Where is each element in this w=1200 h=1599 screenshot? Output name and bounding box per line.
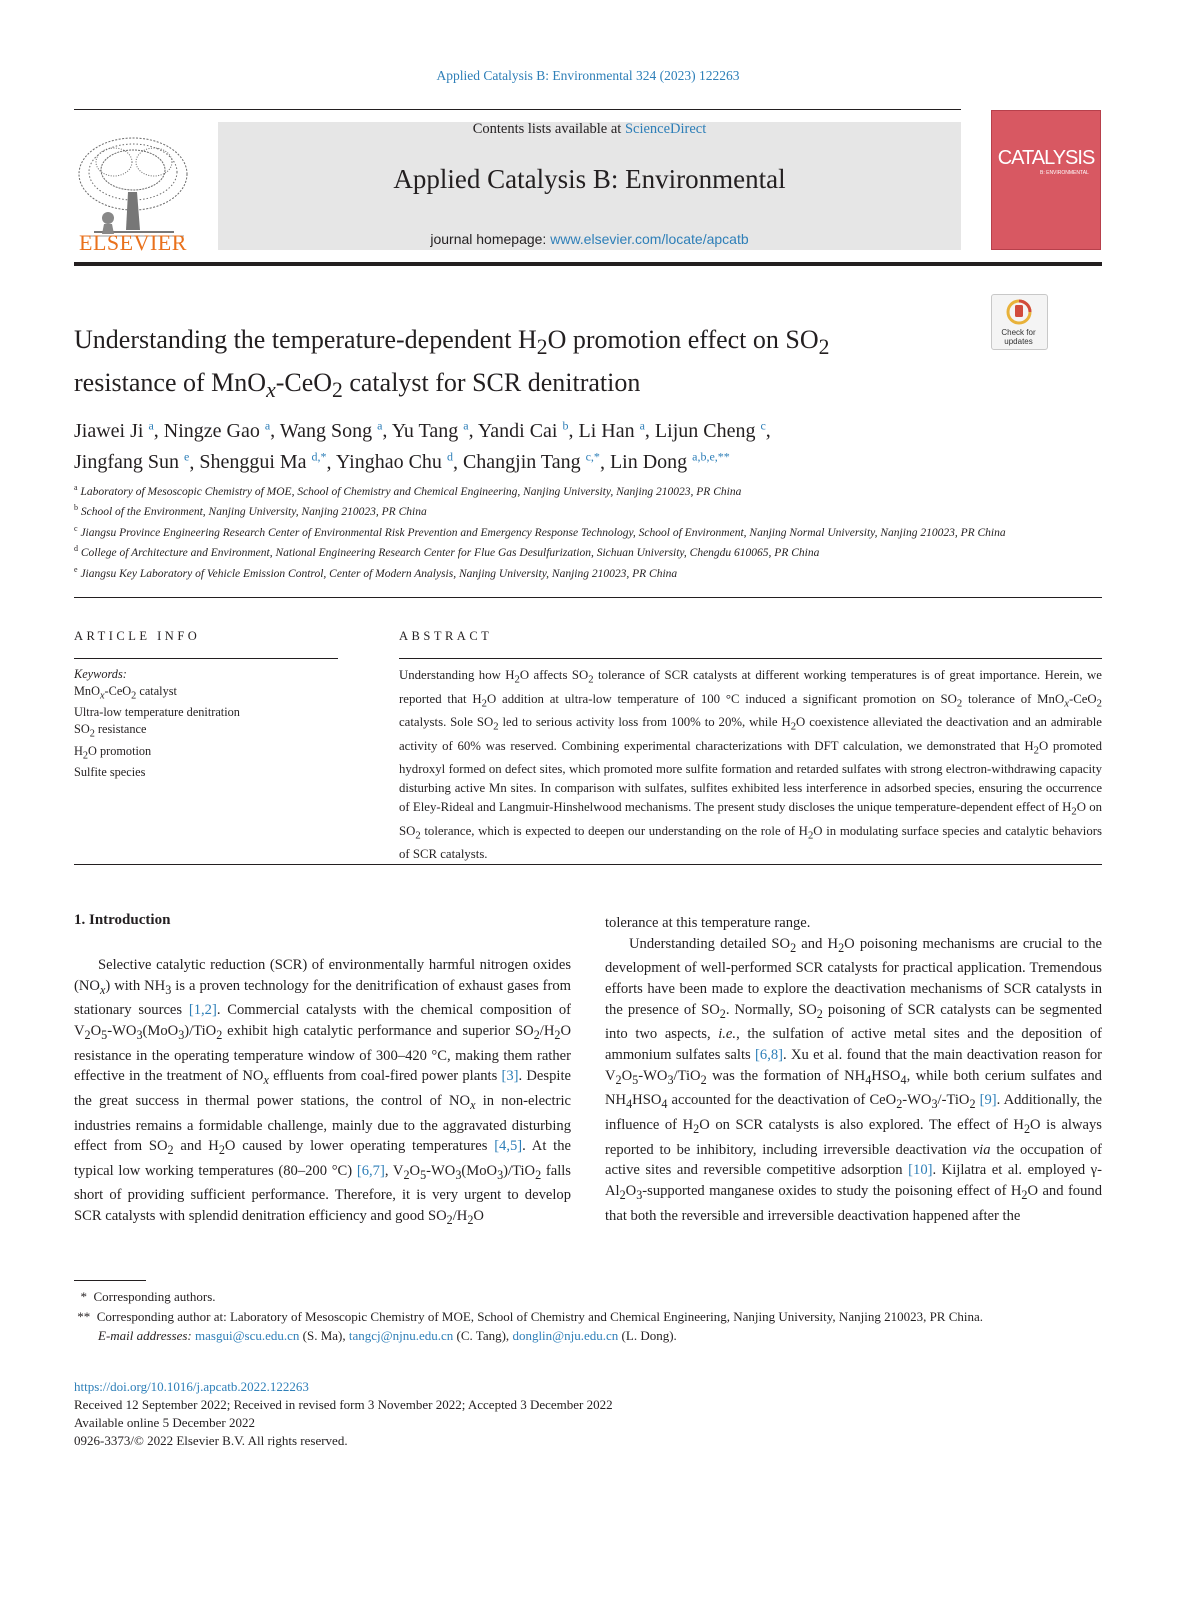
email-owner: (C. Tang),	[453, 1328, 513, 1343]
intro-text: /-TiO	[937, 1092, 970, 1109]
affiliation-key: d	[74, 544, 78, 554]
author-affiliation-marker[interactable]: d	[446, 449, 453, 464]
intro-text: and H	[173, 1138, 219, 1155]
intro-subscript: 4	[900, 1072, 907, 1087]
homepage-prefix: journal homepage:	[430, 231, 551, 247]
intro-text: -supported manganese oxides to study the poisoning effect of H	[642, 1182, 1022, 1199]
intro-text: is a proven technology for the denitrification of exhaust gases from stationary sources	[74, 977, 571, 1019]
citation-link[interactable]: [4,5]	[494, 1138, 523, 1155]
keyword-subscript: 2	[131, 690, 137, 702]
keyword-text: Ultra-low temperature denitration	[74, 705, 240, 720]
keyword-text: SO	[74, 722, 90, 737]
author-name[interactable]: Yinghao Chu	[335, 451, 442, 474]
abstract-text: O promoted hydroxyl formed on defect sites, which promoted more sulfite formation and retarded sulfates with strong electron-withdrawing capacity disturbing active Mn sites. In comparison with sulfates, sulfites exhibited less interference in adsorbed species, ensuring the occurrence of Eley-Rideal and Langmuir-Hinshelwood mechanisms. The present study discloses the unique temperature-dependent effect of H	[399, 738, 1102, 815]
sciencedirect-link[interactable]: ScienceDirect	[624, 121, 707, 137]
intro-text: . Kijlatra et al. employed γ-Al	[605, 1162, 1102, 1199]
abstract-subscript: 2	[588, 674, 594, 686]
intro-text: O caused by lower operating temperatures	[224, 1138, 495, 1155]
author-name[interactable]: Shenggui Ma	[199, 451, 307, 474]
article-info-heading: ARTICLE INFO	[74, 629, 201, 643]
intro-subscript: 4	[626, 1097, 633, 1112]
intro-text: effluents from coal-fired power plants	[268, 1068, 502, 1085]
keywords-list	[74, 683, 338, 781]
abstract-bottom-rule	[74, 864, 1102, 865]
intro-subscript: 2	[1021, 1187, 1028, 1202]
intro-subscript: 3	[636, 1187, 643, 1202]
intro-text: , while both cerium sulfates and NH	[605, 1067, 1102, 1109]
affiliation-item	[74, 480, 1104, 500]
intro-text: , V	[384, 1162, 404, 1179]
affiliation-text: Jiangsu Province Engineering Research Center of Environmental Risk Prevention and Emergency Response Technology, School of Environment, Nanjing Normal University, Nanjing 210023, PR China	[80, 526, 1006, 539]
author-name[interactable]: Yu Tang	[391, 419, 459, 442]
intro-text: -WO	[902, 1092, 932, 1109]
author[interactable]	[610, 451, 730, 473]
author[interactable]	[199, 451, 326, 473]
abstract-subscript: 2	[481, 698, 487, 710]
copyright-line: 0926-3373/© 2022 Elsevier B.V. All rights reserved.	[74, 1433, 348, 1448]
author[interactable]	[655, 420, 766, 442]
intro-italic: i.e.	[718, 1026, 737, 1043]
journal-homepage-link[interactable]: www.elsevier.com/locate/apcatb	[550, 231, 749, 247]
author-affiliation-marker[interactable]: b	[562, 418, 569, 432]
author-name[interactable]: Lin Dong	[609, 451, 688, 474]
author-name[interactable]: Ningze Gao	[163, 419, 260, 442]
intro-text: poisoning of SCR catalysts can be segmented into two aspects,	[605, 1001, 1102, 1043]
intro-subscript: 2	[446, 1213, 453, 1228]
email-link[interactable]: donglin@nju.edu.cn	[512, 1328, 619, 1343]
intro-text: -WO	[638, 1067, 668, 1084]
intro-subscript: 2	[615, 1072, 622, 1087]
intro-italic: via	[972, 1141, 991, 1158]
citation-link[interactable]: [9]	[979, 1092, 997, 1109]
intro-text: and H	[796, 935, 839, 952]
intro-text: (MoO	[142, 1023, 179, 1040]
intro-text: O	[473, 1208, 484, 1225]
intro-text: , the sulfation of active metal sites and the deposition of ammonium sulfates salts	[605, 1026, 1102, 1064]
intro-text: HSO	[871, 1067, 901, 1084]
email-owner: (L. Dong).	[618, 1328, 677, 1343]
abstract-text: led to serious activity loss from 100% to 20%, while H	[498, 715, 791, 730]
keyword-text: O promotion	[88, 743, 152, 758]
keyword-item	[74, 721, 338, 742]
author-affiliation-marker[interactable]: e	[184, 449, 190, 464]
abstract-text: -CeO	[1068, 691, 1097, 706]
intro-text: )/TiO	[503, 1162, 536, 1179]
journal-cover-image[interactable]	[991, 110, 1101, 250]
available-online: Available online 5 December 2022	[74, 1415, 255, 1430]
check-for-updates-label: Check for updates	[1001, 328, 1036, 346]
author-name[interactable]: Jiawei Ji	[74, 419, 144, 442]
intro-text: O	[409, 1162, 421, 1179]
journal-homepage-line	[218, 231, 961, 247]
keyword-text: catalyst	[136, 684, 177, 698]
author-list: Jiawei Ji $^a$, Ningze Gao $^a$, Wang Song $^a$, Yu Tang $^a$, Yandi Cai $^b$, Li Han $^a$, Lijun Cheng $^c$, Jingfang Sun $^e$, Shenggui Ma $^{d,*}$, Yinghao Chu $^d$, Changjin Tang $^{c,*}$, Lin Dong $^{a,b,e,**}$	[74, 418, 771, 474]
citation-link[interactable]: [1,2]	[188, 1002, 217, 1019]
keyword-item	[74, 764, 338, 781]
keyword-text: MnO	[74, 684, 100, 698]
author[interactable]	[74, 420, 154, 442]
check-updates-icon	[1005, 298, 1033, 326]
keyword-text: H	[74, 743, 83, 758]
intro-text: )/TiO	[184, 1023, 217, 1040]
publication-info	[74, 1378, 1104, 1450]
intro-text: ) with NH	[105, 977, 166, 994]
intro-text: in non-electric industries remains a formidable challenge, mainly due to the aggravated disturbing effect from SO	[74, 1092, 571, 1155]
keyword-subscript: 2	[82, 750, 89, 762]
affiliation-list	[74, 480, 1104, 582]
email-link[interactable]: tangcj@njnu.edu.cn	[348, 1328, 454, 1343]
author-affiliation-marker[interactable]: c,*	[585, 449, 600, 464]
author[interactable]	[478, 420, 569, 442]
intro-subscript: 3	[667, 1072, 674, 1087]
intro-subscript: x	[99, 982, 106, 997]
author-name[interactable]: Li Han	[578, 419, 635, 442]
abstract-text: O affects SO	[519, 668, 589, 682]
intro-text: /H	[539, 1023, 555, 1040]
intro-subscript: 3	[136, 1027, 143, 1042]
abstract-subscript: 2	[1071, 806, 1077, 818]
footnotes	[74, 1287, 1104, 1346]
keywords-label: Keywords:	[74, 667, 127, 681]
contents-prefix: Contents lists available at	[472, 121, 625, 137]
intro-subscript: 2	[218, 1143, 225, 1158]
email-label: E-mail addresses:	[98, 1328, 196, 1343]
intro-text: O on SCR catalysts is also explored. The effect of H	[699, 1116, 1024, 1133]
author[interactable]	[579, 420, 645, 442]
affiliation-item	[74, 562, 1104, 582]
intro-text: /H	[452, 1208, 468, 1225]
author[interactable]	[280, 420, 383, 442]
abstract-subscript: 2	[493, 721, 499, 733]
author-affiliation-marker[interactable]: c	[760, 418, 766, 432]
intro-subscript: 5	[632, 1072, 639, 1087]
intro-subscript: 2	[467, 1213, 474, 1228]
intro-text: -WO	[426, 1162, 456, 1179]
affiliation-key: b	[74, 503, 78, 513]
author[interactable]	[336, 451, 453, 473]
affiliations-rule	[74, 597, 1102, 598]
abstract-subscript: 2	[1033, 745, 1039, 757]
header-top-rule	[74, 109, 961, 110]
cover-journal-word: CATALYSIS	[997, 147, 1095, 169]
intro-subscript: 2	[969, 1097, 976, 1112]
citation-link[interactable]: [6,8]	[755, 1047, 783, 1064]
author-affiliation-marker[interactable]: a	[463, 418, 469, 432]
journal-title: Applied Catalysis B: Environmental	[393, 164, 786, 194]
intro-subscript: 2	[1023, 1121, 1031, 1136]
intro-subscript: 3	[455, 1167, 462, 1182]
abstract-rule	[399, 658, 1102, 659]
intro-subscript: 2	[403, 1167, 410, 1182]
author[interactable]	[164, 420, 270, 442]
footnote-rule	[74, 1280, 146, 1281]
citation-link[interactable]: [10]	[908, 1162, 933, 1179]
intro-text: exhibit high catalytic performance and superior SO	[222, 1023, 534, 1040]
article-info-rule	[74, 658, 338, 659]
abstract-text: Understanding how H	[399, 668, 515, 682]
abstract-text: tolerance of MnO	[962, 691, 1065, 706]
abstract-heading: ABSTRACT	[399, 629, 493, 643]
abstract-subscript: 2	[1096, 698, 1102, 710]
affiliation-item	[74, 521, 1104, 541]
abstract-subscript: 2	[790, 721, 797, 733]
keyword-text: -CeO	[104, 684, 132, 698]
received-dates: Received 12 September 2022; Received in revised form 3 November 2022; Accepted 3 December 2022	[74, 1397, 613, 1412]
intro-subscript: 5	[101, 1027, 108, 1042]
abstract-subscript: 2	[514, 674, 520, 686]
intro-text: . Despite the great success in thermal power stations, the control of NO	[74, 1068, 571, 1109]
intro-text: the occupation of active sites and reversible competitive adsorption	[605, 1141, 1102, 1179]
intro-subscript: 3	[178, 1027, 185, 1042]
journal-reference[interactable]: Applied Catalysis B: Environmental 324 (2023) 122263	[436, 68, 740, 83]
email-link[interactable]: masgui@scu.edu.cn	[195, 1328, 300, 1343]
keyword-item	[74, 743, 338, 764]
intro-subscript: 2	[719, 1006, 726, 1021]
intro-subscript: 2	[896, 1097, 903, 1112]
footnote-emails	[74, 1326, 1104, 1346]
affiliation-key: c	[74, 523, 78, 533]
keywords-block	[74, 666, 338, 781]
intro-text: O is always reported to be inhibitory, including irreversible deactivation	[605, 1116, 1102, 1158]
intro-text: O resistance in the operating temperature window of 300–420 °C, making them rather effective in the treatment of NO	[74, 1023, 571, 1085]
citation-link[interactable]: [3]	[501, 1068, 519, 1085]
footnote-corresponding-author: ** Corresponding author at: Laboratory of Mesoscopic Chemistry of MOE, School of Chemistry and Chemical Engineering, Nanjing University, Nanjing 210023, PR China.	[77, 1308, 984, 1324]
intro-text: . Additionally, the influence of H	[605, 1092, 1102, 1133]
intro-text: . Xu et al. found that the main deactivation reason for V	[605, 1047, 1102, 1084]
author-name[interactable]: Lijun Cheng	[654, 419, 756, 442]
intro-text: falls short of providing sufficient performance. Therefore, it is very urgent to develop SCR catalysts with splendid denitration efficiency and good SO	[74, 1162, 571, 1225]
affiliation-key: a	[74, 483, 78, 492]
abstract-subscript: 2	[807, 830, 814, 842]
intro-text: accounted for the deactivation of CeO	[667, 1092, 897, 1109]
author-name[interactable]: Jingfang Sun	[74, 451, 179, 474]
intro-subscript: 4	[865, 1072, 872, 1087]
author-affiliation-marker[interactable]: a	[639, 418, 645, 432]
intro-paragraph-2	[605, 934, 1102, 1227]
affiliation-text: College of Architecture and Environment, National Engineering Research Center for Flue Gas Desulfurization, Sichuan University, Chengdu 610065, PR China	[80, 547, 820, 560]
keyword-text: Sulfite species	[74, 765, 146, 780]
abstract-subscript: x	[1064, 698, 1069, 710]
intro-text: /TiO	[673, 1067, 701, 1084]
title-line-1: Understanding the temperature-dependent $H_2O$ promotion effect on $SO_2$	[74, 325, 830, 360]
title-line-2: resistance of MnO$_x$-CeO$_2$ catalyst for SCR denitration	[74, 368, 641, 403]
doi-link[interactable]: https://doi.org/10.1016/j.apcatb.2022.122263	[74, 1379, 309, 1394]
header-bottom-rule	[74, 262, 1102, 266]
intro-subscript: 3	[165, 982, 172, 997]
author-affiliation-marker[interactable]: a	[148, 418, 154, 432]
intro-subscript: 4	[661, 1097, 668, 1112]
intro-subscript: 2	[535, 1167, 542, 1182]
affiliation-text: Laboratory of Mesoscopic Chemistry of MOE, School of Chemistry and Chemical Engineering, Nanjing University, Nanjing 210023, PR China	[80, 485, 742, 498]
intro-left-column	[74, 955, 571, 1231]
article-title	[74, 322, 974, 408]
intro-subscript: x	[263, 1073, 269, 1088]
affiliation-text: School of the Environment, Nanjing University, Nanjing 210023, PR China	[80, 506, 427, 519]
intro-text: O	[90, 1023, 102, 1040]
author-affiliation-marker[interactable]: a	[264, 418, 271, 432]
author[interactable]	[463, 451, 600, 473]
intro-text: . Commercial catalysts with the chemical composition of V	[74, 1002, 571, 1040]
intro-subscript: 2	[533, 1027, 540, 1042]
author-affiliation-marker[interactable]: a,b,e,**	[692, 449, 730, 464]
abstract-text	[399, 666, 1102, 864]
keyword-subscript: x	[99, 690, 105, 702]
abstract-subscript: 2	[415, 830, 421, 842]
intro-subscript: 3	[931, 1097, 938, 1112]
author-name[interactable]: Yandi Cai	[477, 419, 558, 442]
abstract-text: catalysts. Sole SO	[399, 715, 494, 730]
affiliation-text: Jiangsu Key Laboratory of Vehicle Emission Control, Center of Modern Analysis, Nanjing University, Nanjing 210023, PR China	[80, 567, 678, 580]
intro-text: O	[621, 1067, 633, 1084]
affiliation-item	[74, 500, 1104, 520]
intro-text: O	[625, 1182, 637, 1199]
intro-subscript: 2	[693, 1121, 700, 1136]
intro-text: -WO	[107, 1023, 137, 1040]
intro-subscript: 2	[216, 1027, 223, 1042]
intro-text: O poisoning mechanisms are crucial to the development of well-performed SCR catalysts for practical application. Tremendous efforts have been made to explore the deactivation mechanisms of SCR catalysts in the presence of SO	[605, 935, 1102, 1018]
intro-subscript: 2	[554, 1027, 561, 1042]
abstract-text: O on SO	[399, 800, 1102, 838]
intro-subscript: 3	[497, 1167, 504, 1182]
contents-available-line	[218, 121, 961, 138]
intro-subscript: 2	[167, 1143, 174, 1158]
keyword-subscript: 2	[89, 728, 95, 740]
keyword-text: resistance	[94, 722, 147, 737]
author-name[interactable]: Wang Song	[279, 419, 373, 442]
author[interactable]	[74, 451, 189, 473]
email-owner: (S. Ma),	[299, 1328, 349, 1343]
abstract-text: tolerance, which is expected to deepen our understanding on the role of H	[420, 823, 808, 838]
intro-text: . At the typical low working temperatures (80–200 °C)	[74, 1138, 571, 1179]
affiliation-item	[74, 541, 1104, 561]
intro-text: . Normally, SO	[725, 1001, 817, 1018]
intro-subscript: 2	[84, 1027, 91, 1042]
author-affiliation-marker[interactable]: d,*	[311, 449, 327, 464]
affiliation-key: e	[74, 564, 78, 574]
abstract-text: O addition at ultra-low temperature of 100 °C induced a significant promotion on SO	[486, 691, 957, 706]
intro-text: O and found that both the reversible and irreversible deactivation happened after the	[605, 1182, 1102, 1224]
abstract-text: O in modulating surface species and catalytic behaviors of SCR catalysts.	[399, 823, 1103, 862]
intro-continuation-line: tolerance at this temperature range.	[605, 915, 811, 931]
intro-subscript: 2	[838, 940, 845, 955]
intro-subscript: 2	[816, 1006, 823, 1021]
abstract-text: tolerance of SCR catalysts at different working temperatures is of great importance. Herein, we reported that H	[399, 668, 1102, 706]
author-name[interactable]: Changjin Tang	[462, 451, 581, 474]
abstract-subscript: 2	[956, 698, 963, 710]
keyword-item	[74, 704, 338, 721]
intro-text: was the formation of NH	[706, 1067, 866, 1084]
intro-right-column	[605, 913, 1102, 1226]
intro-subscript: 5	[420, 1167, 427, 1182]
intro-text: (MoO	[461, 1162, 498, 1179]
intro-subscript: x	[470, 1097, 476, 1112]
footnote-corresponding-authors: * Corresponding authors.	[80, 1289, 216, 1304]
citation-link[interactable]: [6,7]	[356, 1162, 385, 1179]
intro-text: Understanding detailed SO	[629, 935, 791, 952]
keyword-item	[74, 683, 338, 704]
intro-paragraph-1	[74, 955, 571, 1231]
cover-journal-subtitle: B: ENVIRONMENTAL	[1040, 170, 1089, 176]
introduction-heading: 1. Introduction	[74, 912, 171, 928]
intro-text: HSO	[632, 1092, 662, 1109]
abstract-text: O coexistence alleviated the deactivation and an admirable activity of 60% was reserved. Combining experimental characterizations with DFT calculation, we demonstrated that H	[399, 715, 1102, 753]
intro-text: Selective catalytic reduction (SCR) of environmentally harmful nitrogen oxides (NO	[74, 957, 571, 994]
intro-subscript: 2	[790, 940, 797, 955]
author[interactable]	[392, 420, 469, 442]
author-affiliation-marker[interactable]: a	[377, 418, 383, 432]
intro-subscript: 2	[700, 1072, 707, 1087]
publisher-wordmark: ELSEVIER	[79, 230, 187, 255]
intro-subscript: 2	[619, 1187, 626, 1202]
